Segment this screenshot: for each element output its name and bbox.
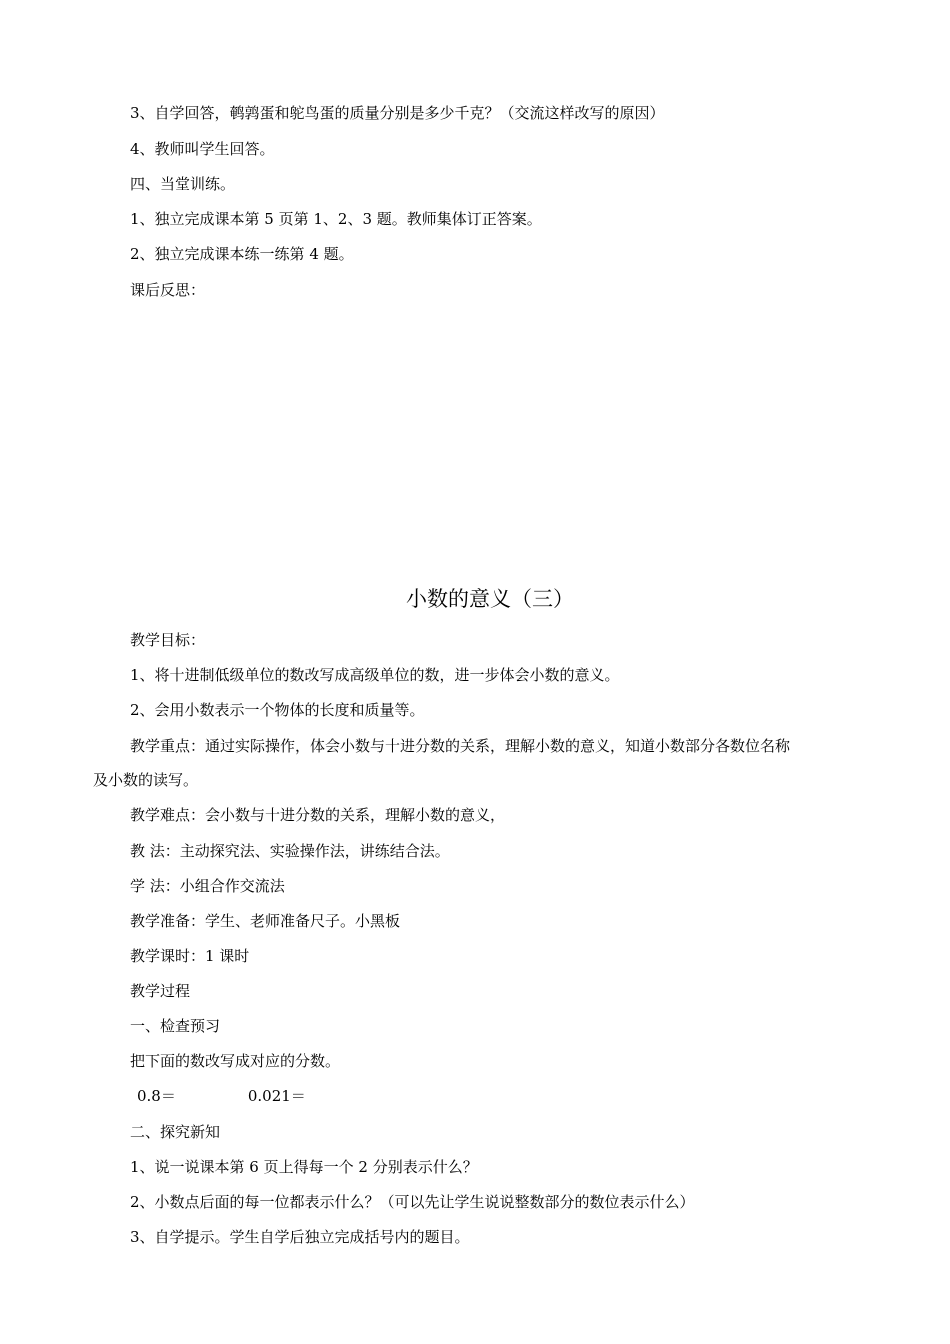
reflection-label: 课后反思： — [130, 281, 206, 299]
explore-step-2: 2、小数点后面的每一位都表示什么？（可以先让学生说说整数部分的数位表示什么） — [130, 1193, 695, 1211]
preparation: 教学准备：学生、老师准备尺子。小黑板 — [130, 912, 401, 930]
section-heading-practice: 四、当堂训练。 — [130, 175, 236, 193]
difficulty: 教学难点：会小数与十进分数的关系，理解小数的意义， — [130, 806, 506, 824]
paragraph-step-3-answer: 3、自学回答，鹌鹑蛋和鸵鸟蛋的质量分别是多少千克？（交流这样改写的原因） — [130, 104, 665, 122]
exercise-prompt: 把下面的数改写成对应的分数。 — [130, 1052, 341, 1070]
explore-step-3: 3、自学提示。学生自学后独立完成括号内的题目。 — [130, 1228, 470, 1246]
class-hours: 教学课时：1 课时 — [130, 947, 250, 965]
objectives-heading: 教学目标： — [130, 631, 206, 649]
exercise-b: 0.021＝ — [247, 1087, 306, 1105]
teaching-method: 教 法：主动探究法、实验操作法，讲练结合法。 — [130, 842, 450, 860]
learning-method: 学 法：小组合作交流法 — [130, 877, 285, 895]
key-point-line-1: 教学重点：通过实际操作，体会小数与十进分数的关系，理解小数的意义，知道小数部分各数位名称 — [130, 737, 791, 755]
explore-step-1: 1、说一说课本第 6 页上得每一个 2 分别表示什么？ — [130, 1158, 478, 1176]
objective-2: 2、会用小数表示一个物体的长度和质量等。 — [130, 701, 425, 719]
paragraph-practice-1: 1、独立完成课本第 5 页第 1、2、3 题。教师集体订正答案。 — [130, 210, 542, 228]
paragraph-practice-2: 2、独立完成课本练一练第 4 题。 — [130, 245, 354, 263]
section-heading-preview: 一、检查预习 — [130, 1017, 221, 1035]
paragraph-step-4-answer: 4、教师叫学生回答。 — [130, 140, 275, 158]
key-point-line-2: 及小数的读写。 — [93, 771, 199, 789]
exercise-row — [137, 1086, 306, 1106]
objective-1: 1、将十进制低级单位的数改写成高级单位的数，进一步体会小数的意义。 — [130, 666, 620, 684]
process-heading: 教学过程 — [130, 982, 191, 1000]
exercise-a: 0.8＝ — [137, 1087, 176, 1105]
lesson-title: 小数的意义（三） — [406, 587, 574, 611]
section-heading-explore: 二、探究新知 — [130, 1123, 221, 1141]
